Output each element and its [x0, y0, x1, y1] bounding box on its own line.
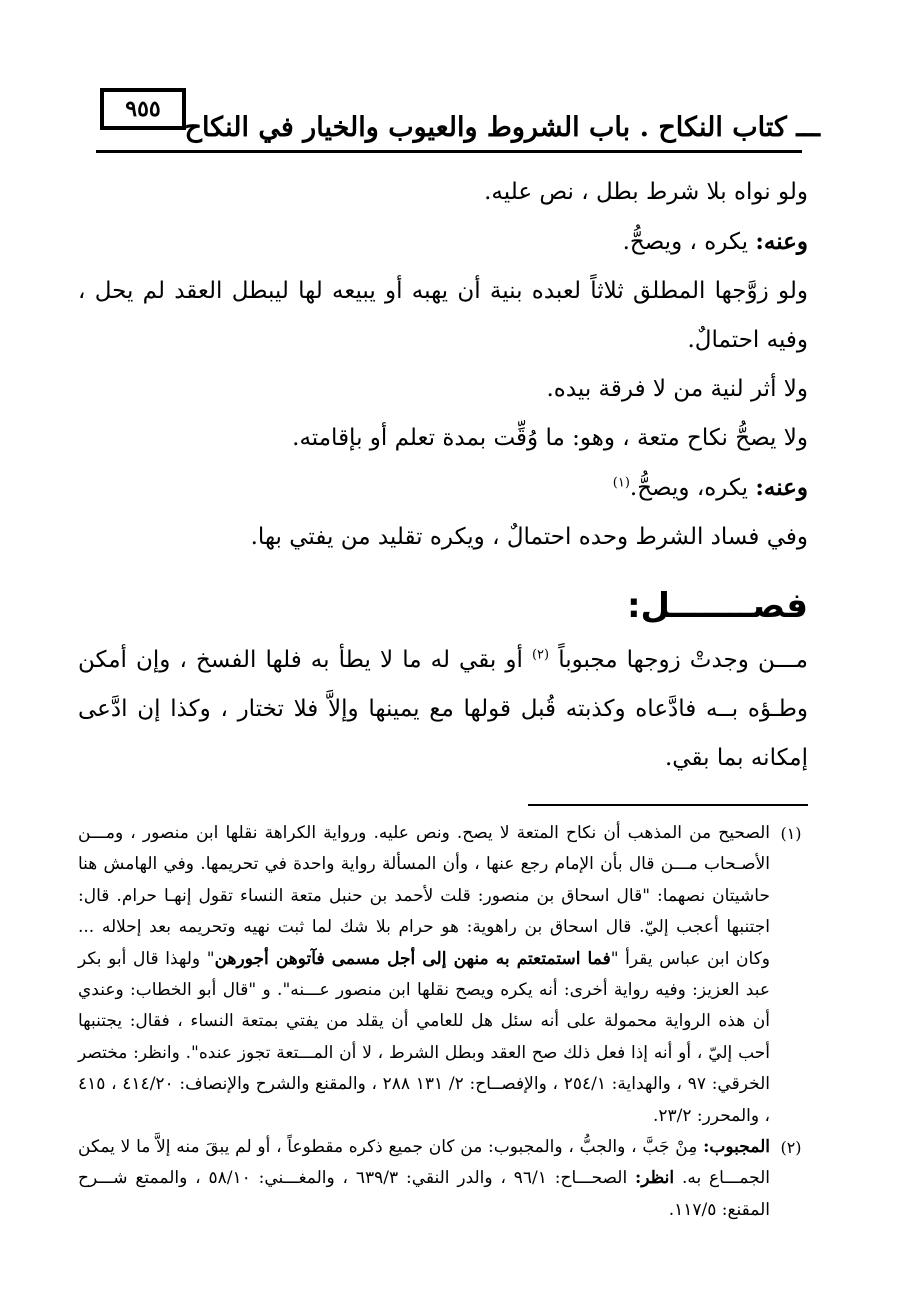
- footnote-lead: المجبوب:: [703, 1137, 770, 1158]
- paragraph-7: وفي فساد الشرط وحده احتمالٌ ، ويكره تقليد من يفتي بها.: [250, 524, 808, 550]
- running-header-title: ـــ كتاب النكاح . باب الشروط والعيوب والخيار في النكاح: [184, 112, 820, 143]
- page-number: ٩٥٥: [100, 88, 186, 130]
- footnote-text: الصحيح من المذهب أن نكاح المتعة لا يصح. ونص عليه. ورواية الكراهة نقلها ابن منصور ، ومـــن الأصـحاب مـــن قال بأن الإمام رجع عنها ، وأن المسألة رواية واحدة في تحريمها. وفي الهامش هنا حاشيتان نصهما: "قال اسحاق بن منصور: قلت لأحمد بن حنبل متعة النساء تقول إنهـا حرام. قال: اجتنبها أعجب إليّ. قال اسحاق بن راهوية: هو حرام بلا شك لما ثبت نهيه وتحريمه بعد إحلاله ... وكان ابن عباس يقرأ ": [78, 823, 771, 969]
- section-text: [78, 636, 808, 783]
- paragraph-6-text: يكره، ويصحُّ.: [629, 475, 749, 501]
- section-text-a: مـــن وجدتْ زوجها مجبوباً: [558, 647, 808, 673]
- footnote-text: مِنْ جَبَّ ، والجبُّ ، والمجبوب: من كان جميع ذكره مقطوعاً ، أو لم يبقَ منه إلاَّ ما لا يمكن الجمـــاع به.: [78, 1137, 770, 1189]
- quran-quote: فما استمتعتم به منهن إلى أجل مسمى فآتوهن أجورهن: [214, 948, 611, 969]
- section-text-b: أو بقي له ما لا يطأ به فلها الفسخ ، وإن أمكن وطـؤه بــه فادَّعاه وكذبته قُبل قولها مع يمينها وإلاَّ فلا تختار ، وكذا إن ادَّعى إمكانه بما بقي.: [78, 647, 808, 771]
- paragraph-2-lead: وعنه:: [755, 228, 808, 255]
- footnote-separator: [528, 804, 808, 806]
- footnote-1: [78, 818, 812, 1132]
- footnote-ref-1[interactable]: (١): [612, 475, 630, 491]
- paragraph-3: ولو زوَّجها المطلق ثلاثاً لعبده بنية أن يهبه أو يبيعه لها ليبطل العقد لم يحل ، وفيه احتمالٌ.: [78, 278, 808, 353]
- paragraph-6-lead: وعنه:: [755, 474, 808, 501]
- paragraph-2: [78, 217, 808, 267]
- footnote-number: (١): [780, 824, 802, 843]
- paragraph-2-text: يكره ، ويصحُّ.: [622, 229, 749, 255]
- footnote-text: " ولهذا قال أبو بكر عبد العزيز: وفيه رواية أخرى: أنه يكره ويصح نقلها ابن منصور عـــنه". و "قال أبو الخطاب: وعندي أن هذه الرواية محمولة على أنه سئل هل للعامي أن يقلد من يفتي بمتعة النساء ، فقال: يجتنبها أحب إليّ ، أو أنه إذا فعل ذلك صح العقد وبطل الشرط ، لا أن المـــتعة تجوز عنده". وانظر: مختصر الخرقي: ٩٧ ، والهداية: ٢٥٤/١ ، والإفصــاح: ٢/ ١٣١ ٢٨٨ ، والمقنع والشرح والإنصاف: ٤١٤/٢٠ ، ٤١٥ ، والمحرر: ٢٣/٢.: [78, 948, 770, 1126]
- header-rule: [96, 150, 802, 153]
- footnote-body: [78, 818, 770, 1132]
- main-text: [78, 168, 808, 562]
- section-heading: فصـــــــل:: [626, 586, 808, 626]
- section-paragraph: [78, 636, 808, 783]
- footnote-ref-2[interactable]: (٢): [531, 647, 550, 663]
- paragraph-6: [78, 463, 808, 513]
- footnote-2: [78, 1132, 812, 1226]
- paragraph-1: ولو نواه بلا شرط بطل ، نص عليه.: [484, 179, 808, 205]
- footnote-text: الصحـــاح: ٩٦/١ ، والدر النقي: ٦٣٩/٣ ، والمغـــني: ٥٨/١٠ ، والممتع شـــرح المقنع: ١١٧/٥.: [78, 1168, 770, 1220]
- paragraph-5: ولا يصحُّ نكاح متعة ، وهو: ما وُقِّت بمدة تعلم أو بإقامته.: [292, 425, 808, 451]
- footnote-lead: انظر:: [635, 1168, 675, 1189]
- paragraph-4: ولا أثر لنية من لا فرقة بيده.: [546, 376, 808, 402]
- footnote-number: (٢): [780, 1138, 802, 1158]
- footnote-body: [78, 1132, 770, 1226]
- footnotes: [78, 818, 812, 1226]
